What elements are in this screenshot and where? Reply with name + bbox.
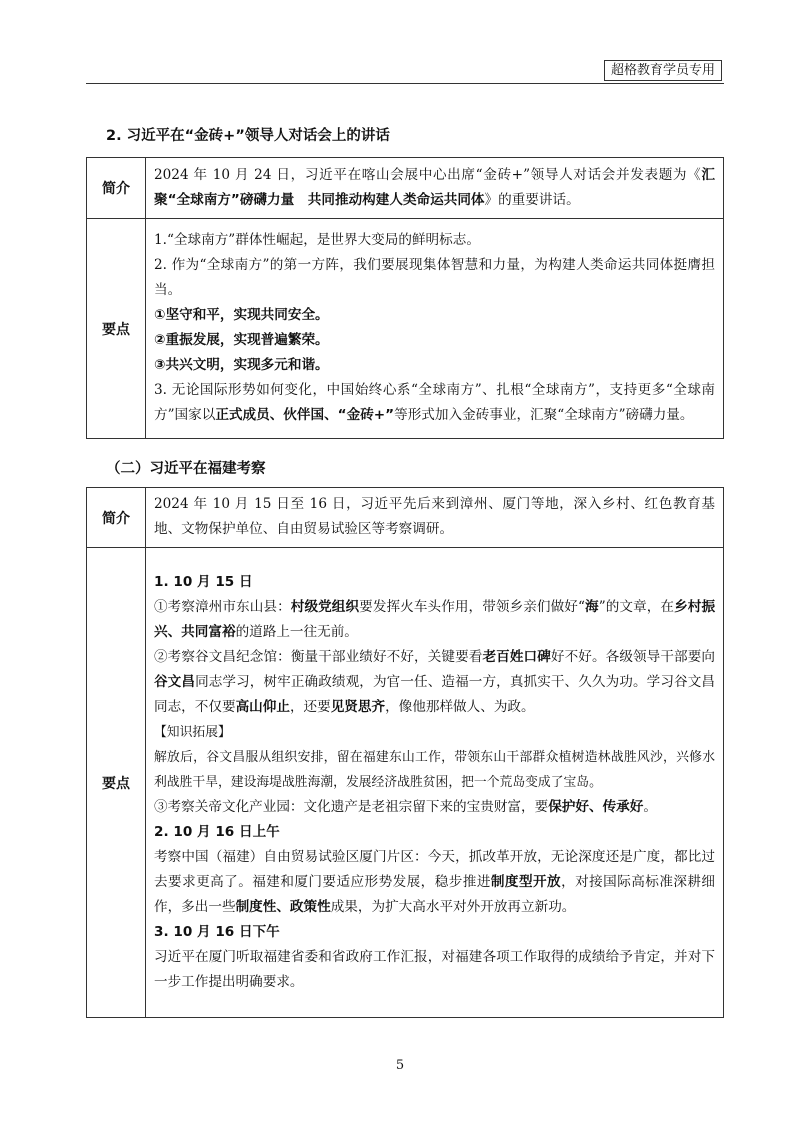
knowledge-title: 【知识拓展】 <box>154 724 231 740</box>
day2-title: 2. 10 月 16 日上午 <box>154 823 280 840</box>
day2-text: 考察中国（福建）自由贸易试验区厦门片区：今天，抓改革开放，无论深度还是广度，都比过去要求更高了。福建和厦门要适应形势发展，稳步推进制度型开放，对接国际高标准深耕细作，多出一些制度性、政策性成果，为扩大高水平对外开放再立新功。 <box>154 848 716 915</box>
points-text <box>146 548 724 1018</box>
points-text <box>146 219 724 439</box>
knowledge-text: 解放后，谷文昌服从组织安排，留在福建东山工作，带领东山干部群众植树造林战胜风沙，兴修水利战胜干旱，建设海堤战胜海潮，发展经济战胜贫困，把一个荒岛变成了宝岛。 <box>154 749 715 790</box>
points-label: 要点 <box>87 219 146 439</box>
section-table <box>86 157 724 439</box>
point-2-1: ①坚守和平，实现共同安全。 <box>154 307 329 323</box>
point-3: 3. 无论国际形势如何变化，中国始终心系“全球南方”、扎根“全球南方”，支持更多“全球南方”国家以正式成员、伙伴国、“金砖+”等形式加入金砖事业，汇聚“全球南方”磅礴力量。 <box>154 382 715 423</box>
day1-title: 1. 10 月 15 日 <box>154 573 253 590</box>
point-2-3: ③共兴文明，实现多元和谐。 <box>154 357 329 373</box>
day3-title: 3. 10 月 16 日下午 <box>154 923 280 940</box>
section-heading-fujian: （二）习近平在福建考察 <box>106 461 266 477</box>
header-rule <box>86 83 724 84</box>
intro-text: 2024 年 10 月 24 日，习近平在喀山会展中心出席“金砖+”领导人对话会并发表题为《汇聚“全球南方”磅礴力量 共同推动构建人类命运共同体》的重要讲话。 <box>146 158 724 219</box>
page-number: 5 <box>395 1058 405 1073</box>
section-heading: 2. 习近平在“金砖+”领导人对话会上的讲话 <box>106 128 390 144</box>
point-2-2: ②重振发展，实现普遍繁荣。 <box>154 332 329 348</box>
point-2: 2. 作为“全球南方”的第一方阵，我们要展现集体智慧和力量，为构建人类命运共同体挺膺担当。 <box>154 257 715 298</box>
section-table-fujian <box>86 487 724 1018</box>
day1-item-a: ①考察漳州市东山县：村级党组织要发挥火车头作用，带领乡亲们做好“海”的文章，在乡村振兴、共同富裕的道路上一往无前。 <box>154 598 716 640</box>
intro-label: 简介 <box>87 158 146 219</box>
day1-item-b: ②考察谷文昌纪念馆：衡量干部业绩好不好，关键要看老百姓口碑好不好。各级领导干部要向谷文昌同志学习，树牢正确政绩观，为官一任、造福一方，真抓实干、久久为功。学习谷文昌同志，不仅要高山仰止，还要见贤思齐，像他那样做人、为政。 <box>154 648 716 715</box>
intro-text: 2024 年 10 月 15 日至 16 日，习近平先后来到漳州、厦门等地，深入乡村、红色教育基地、文物保护单位、自由贸易试验区等考察调研。 <box>146 488 724 548</box>
watermark-label: 超格教育学员专用 <box>604 60 722 81</box>
points-label: 要点 <box>87 548 146 1018</box>
point-1: 1.“全球南方”群体性崛起，是世界大变局的鲜明标志。 <box>154 232 480 248</box>
day3-text: 习近平在厦门听取福建省委和省政府工作汇报，对福建各项工作取得的成绩给予肯定，并对下一步工作提出明确要求。 <box>154 948 715 990</box>
intro-label: 简介 <box>87 488 146 548</box>
day1-item-c: ③考察关帝文化产业园：文化遗产是老祖宗留下来的宝贵财富，要保护好、传承好。 <box>154 798 657 815</box>
